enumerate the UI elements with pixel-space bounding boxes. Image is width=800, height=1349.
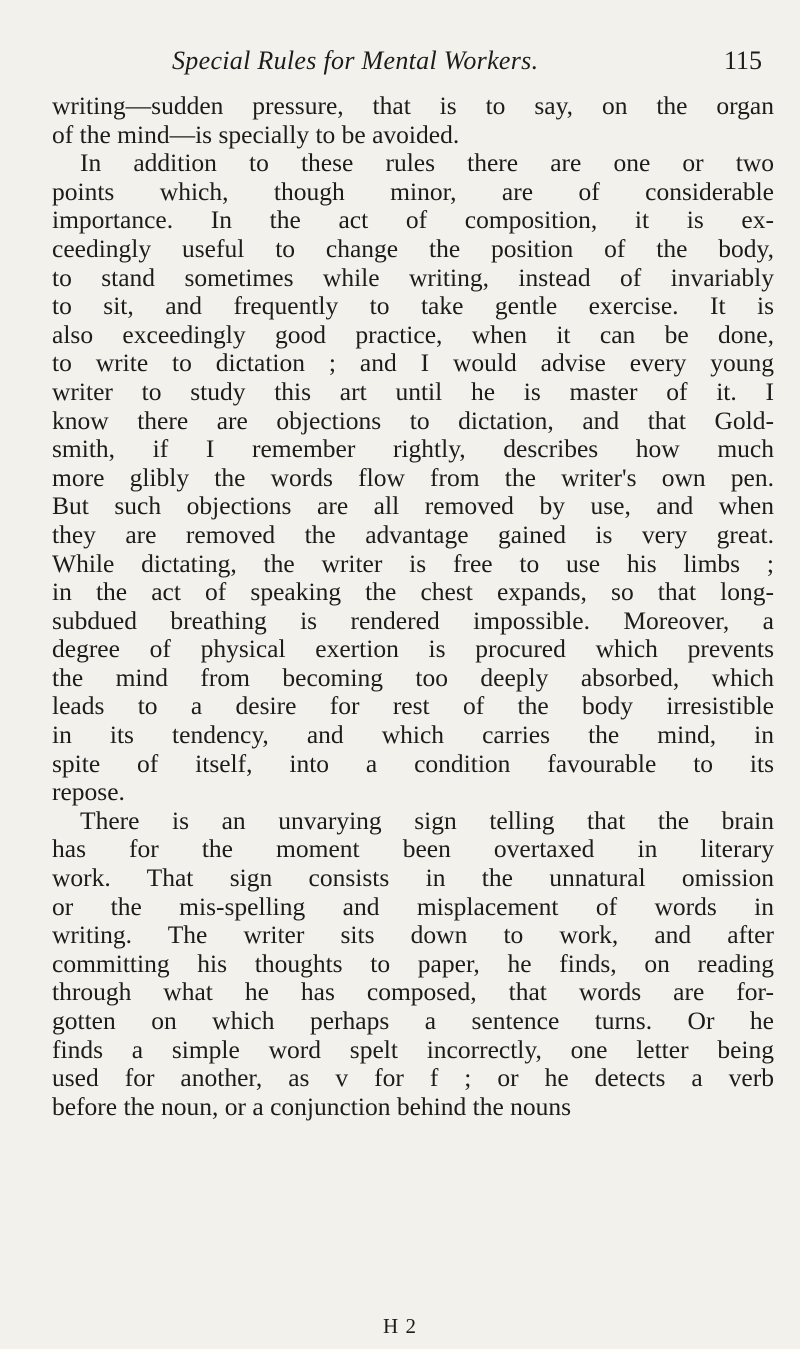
text-line: smith, if I remember rightly, describes how much [52, 434, 774, 464]
text-line: also exceedingly good practice, when it can be done, [52, 319, 774, 349]
text-line: writer to study this art until he is master of it. I [52, 376, 774, 406]
paragraph [52, 92, 774, 149]
text-line: There is an unvarying sign telling that the brain [80, 805, 774, 835]
text-line: subdued breathing is rendered impossible. Moreover, a [52, 605, 774, 635]
text-line: work. That sign consists in the unnatural omission [52, 863, 774, 893]
text-line: they are removed the advantage gained is very great. [52, 519, 774, 549]
text-line: In addition to these rules there are one or two [80, 148, 774, 178]
text-line: to sit, and frequently to take gentle exercise. It is [52, 291, 774, 321]
text-line: spite of itself, into a condition favourable to its [52, 748, 774, 778]
text-line: before the noun, or a conjunction behind the nouns [52, 1091, 572, 1121]
text-line: through what he has composed, that words are for- [52, 977, 774, 1007]
paragraph [52, 807, 774, 1122]
text-line: in the act of speaking the chest expands, so that long- [52, 577, 774, 607]
text-line: writing. The writer sits down to work, and after [52, 920, 774, 950]
running-head [50, 18, 770, 74]
signature-mark: H 2 [383, 1314, 417, 1338]
text-line: in its tendency, and which carries the mind, in [52, 720, 774, 750]
text-line: But such objections are all removed by use, and when [52, 491, 774, 521]
text-line: more glibly the words flow from the writer's own pen. [52, 462, 774, 492]
text-line: or the mis-spelling and misplacement of words in [52, 891, 774, 921]
text-line: to stand sometimes while writing, instead of invariably [52, 262, 774, 292]
text-line: know there are objections to dictation, and that Gold- [52, 405, 774, 435]
text-line: of the mind—is specially to be avoided. [52, 119, 460, 149]
text-line: used for another, as v for f ; or he detects a verb [52, 1063, 774, 1093]
text-line: has for the moment been overtaxed in literary [52, 834, 774, 864]
text-line: importance. In the act of composition, it is ex- [52, 205, 774, 235]
text-line: points which, though minor, are of considerable [52, 176, 774, 206]
page-number: 115 [723, 46, 762, 75]
paragraph [52, 149, 774, 807]
text-line: degree of physical exertion is procured which prevents [52, 634, 774, 664]
text-line: the mind from becoming too deeply absorbed, which [52, 662, 774, 692]
text-line: finds a simple word spelt incorrectly, one letter being [52, 1034, 774, 1064]
text-line: While dictating, the writer is free to use his limbs ; [52, 548, 774, 578]
text-line: ceedingly useful to change the position of the body, [52, 233, 774, 263]
text-line: repose. [52, 777, 125, 807]
text-line: committing his thoughts to paper, he finds, on reading [52, 948, 774, 978]
body-text [52, 92, 774, 1121]
running-title: Special Rules for Mental Workers. [172, 46, 539, 75]
text-line: writing—sudden pressure, that is to say, on the organ [52, 91, 774, 120]
text-line: gotten on which perhaps a sentence turns. Or he [52, 1006, 774, 1035]
text-line: to write to dictation ; and I would advise every young [52, 348, 774, 378]
text-line: leads to a desire for rest of the body irresistible [52, 691, 774, 721]
